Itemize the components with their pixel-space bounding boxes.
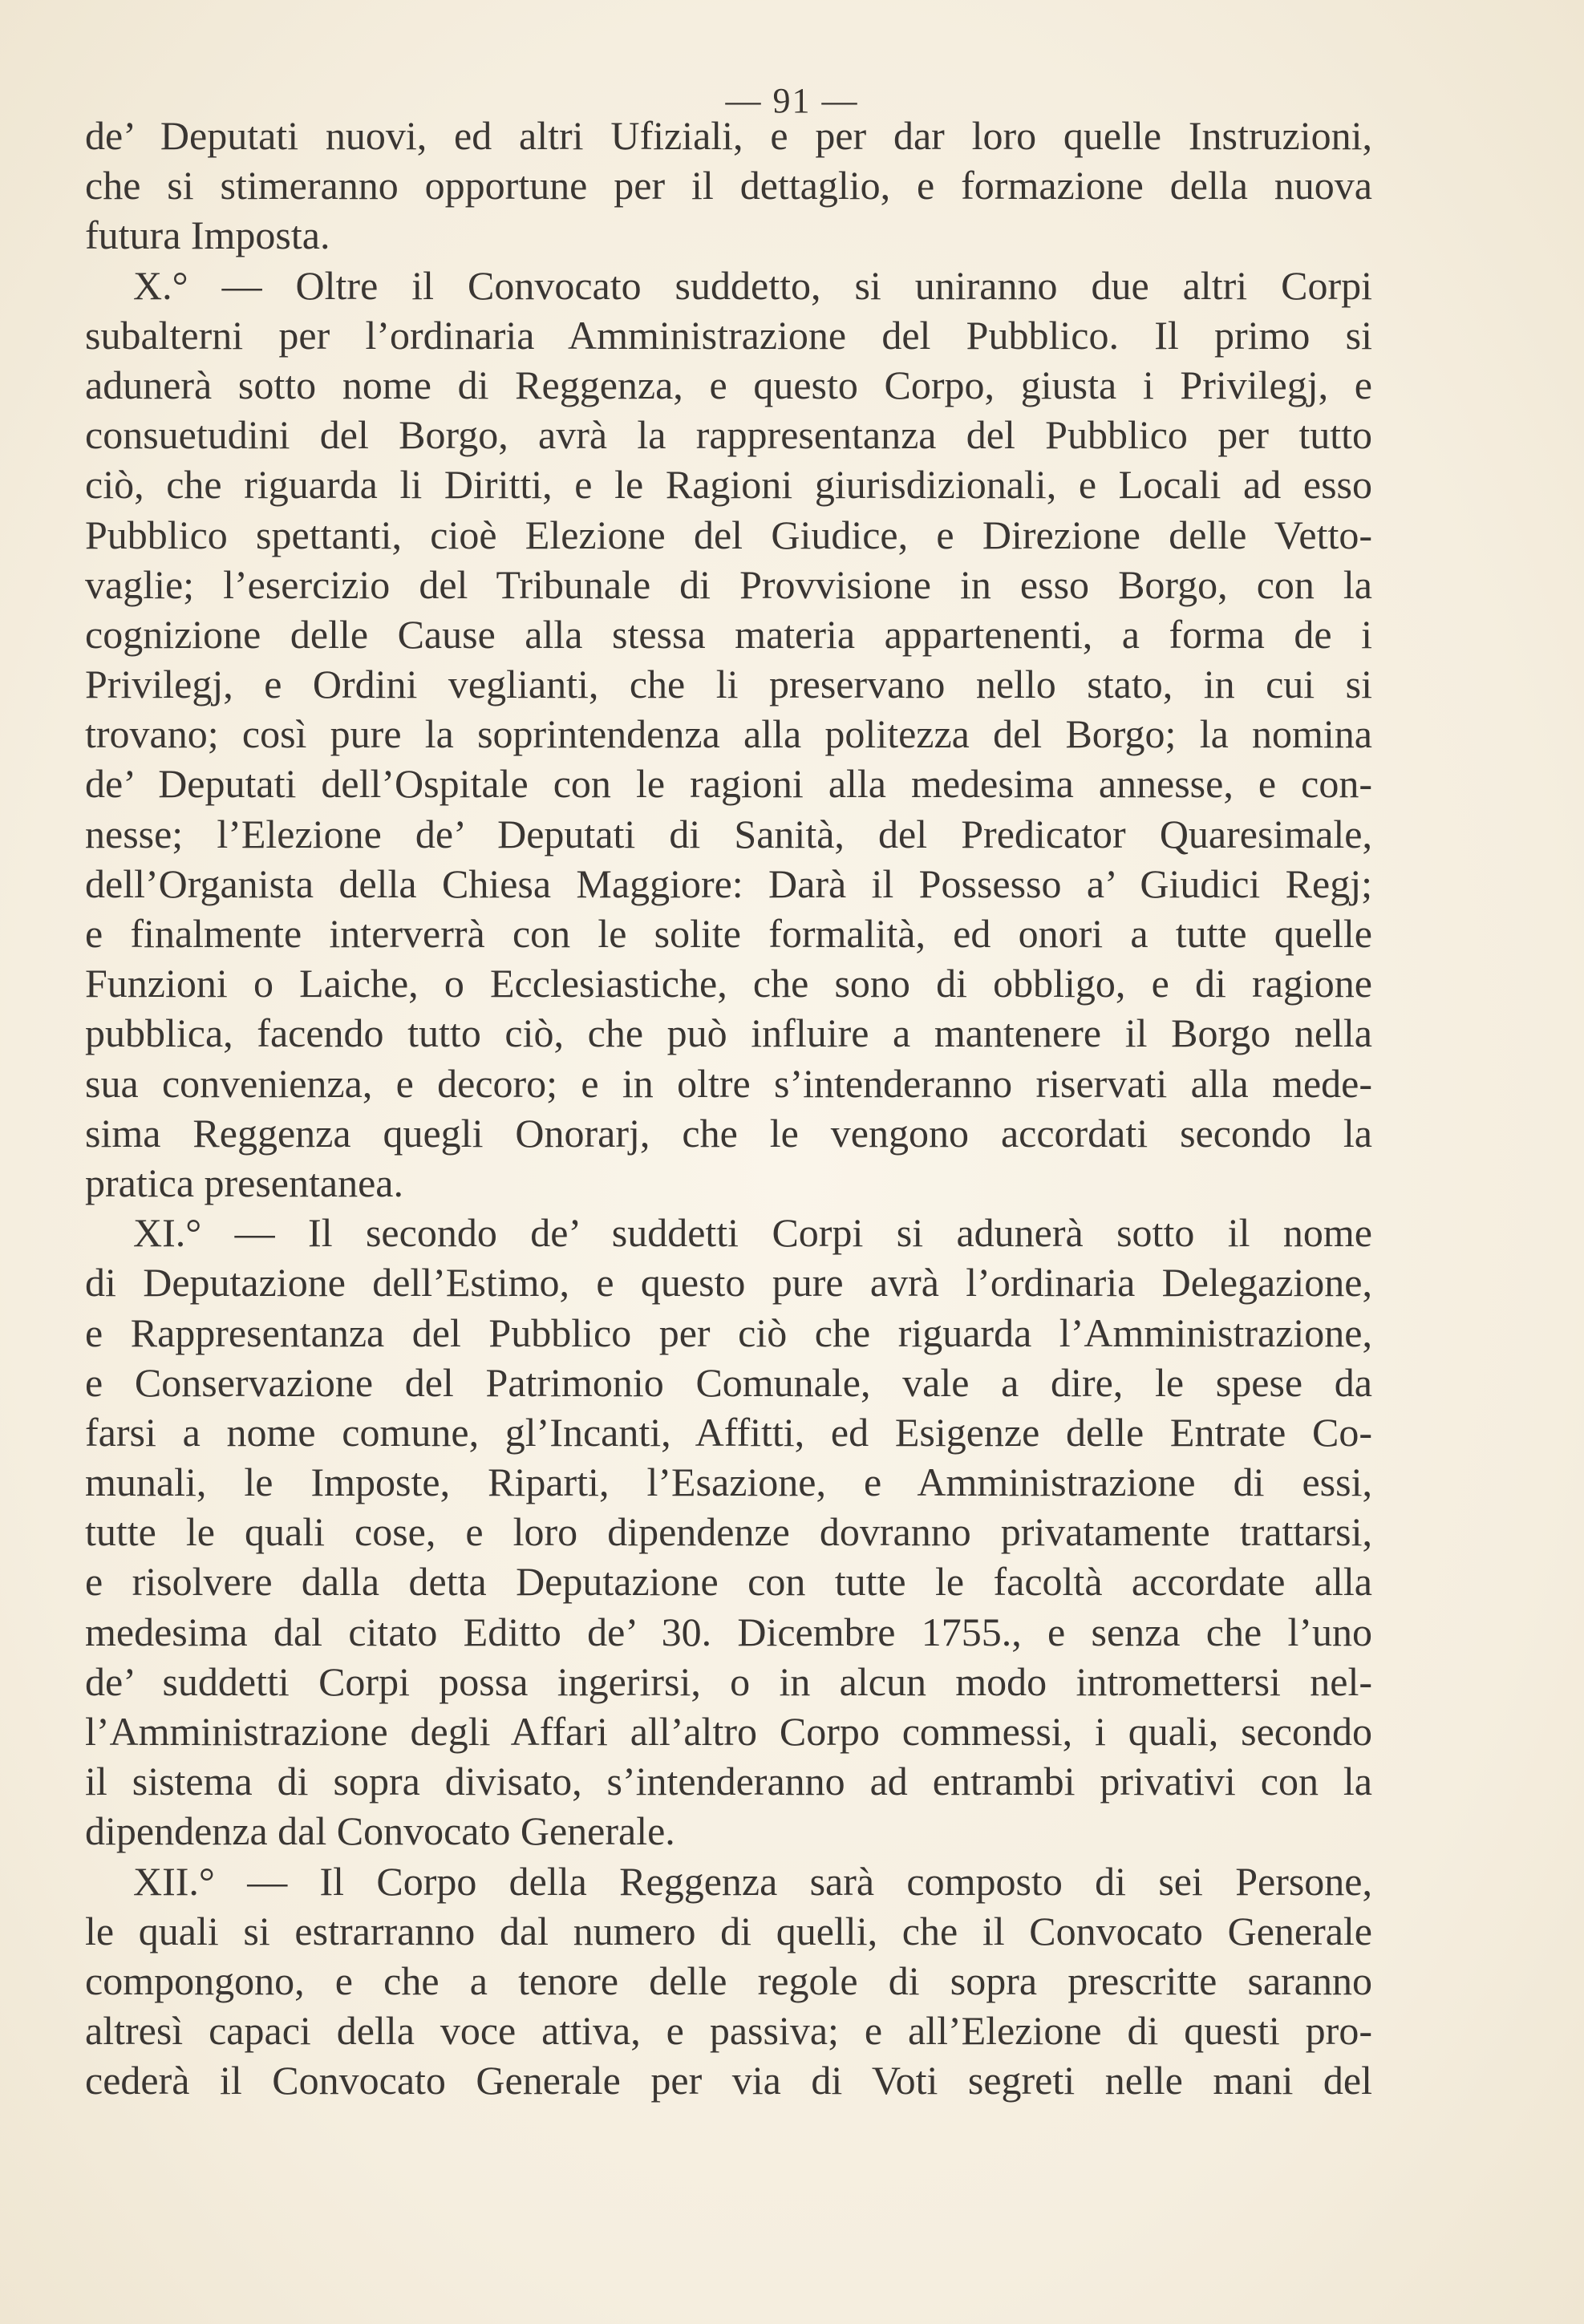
text-line: il sistema di sopra divisato, s’intenderanno ad entrambi privativi con la: [85, 1759, 1372, 1804]
text-line: e Rappresentanza del Pubblico per ciò che riguarda l’Amministrazione,: [85, 1310, 1372, 1355]
text-line: e Conservazione del Patrimonio Comunale, vale a dire, le spese da: [85, 1359, 1372, 1405]
text-line: Funzioni o Laiche, o Ecclesiastiche, che sono di obbligo, e di ragione: [85, 961, 1372, 1006]
text-line: dell’Organista della Chiesa Maggiore: Darà il Possesso a’ Giudici Regj;: [85, 860, 1372, 906]
text-line: le quali si estrarranno dal numero di quelli, che il Convocato Generale: [85, 1908, 1372, 1954]
text-line: pubblica, facendo tutto ciò, che può influire a mantenere il Borgo nella: [85, 1010, 1372, 1056]
text-line: futura Imposta.: [85, 213, 330, 258]
text-line: de’ Deputati nuovi, ed altri Ufiziali, e per dar loro quelle Instruzioni,: [85, 113, 1372, 158]
text-line: compongono, e che a tenore delle regole di sopra prescritte saranno: [85, 1958, 1372, 2003]
text-line: dipendenza dal Convocato Generale.: [85, 1808, 675, 1854]
text-line: farsi a nome comune, gl’Incanti, Affitti, ed Esigenze delle Entrate Co-: [85, 1409, 1372, 1455]
text-line: Privilegj, e Ordini veglianti, che li preservano nello stato, in cui si: [85, 662, 1372, 707]
text-line: de’ suddetti Corpi possa ingerirsi, o in alcun modo intromettersi nel-: [85, 1658, 1372, 1704]
text-line: di Deputazione dell’Estimo, e questo pure avrà l’ordinaria Delegazione,: [85, 1260, 1372, 1306]
text-line: de’ Deputati dell’Ospitale con le ragioni alla medesima annesse, e con-: [85, 761, 1372, 807]
text-line: e finalmente interverrà con le solite formalità, ed onori a tutte quelle: [85, 911, 1372, 956]
body-text: [85, 111, 1372, 2106]
text-line: munali, le Imposte, Riparti, l’Esazione, e Amministrazione di essi,: [85, 1460, 1372, 1505]
text-line: vaglie; l’esercizio del Tribunale di Provvisione in esso Borgo, con la: [85, 561, 1372, 607]
text-line: pratica presentanea.: [85, 1160, 403, 1205]
text-line: X.° — Oltre il Convocato suddetto, si uniranno due altri Corpi: [133, 262, 1372, 308]
text-line: l’Amministrazione degli Affari all’altro Corpo commessi, i quali, secondo: [85, 1709, 1372, 1754]
text-line: sua convenienza, e decoro; e in oltre s’intenderanno riservati alla mede-: [85, 1060, 1372, 1106]
text-line: medesima dal citato Editto de’ 30. Dicembre 1755., e senza che l’uno: [85, 1609, 1372, 1654]
text-line: cederà il Convocato Generale per via di Voti segreti nelle mani del: [85, 2058, 1372, 2103]
text-line: consuetudini del Borgo, avrà la rappresentanza del Pubblico per tutto: [85, 412, 1372, 458]
text-line: e risolvere dalla detta Deputazione con tutte le facoltà accordate alla: [85, 1559, 1372, 1605]
text-line: altresì capaci della voce attiva, e passiva; e all’Elezione di questi pro-: [85, 2008, 1372, 2054]
text-line: adunerà sotto nome di Reggenza, e questo Corpo, giusta i Privilegj, e: [85, 362, 1372, 407]
text-line: XI.° — Il secondo de’ suddetti Corpi si adunerà sotto il nome: [133, 1210, 1372, 1256]
page-number: — 91 —: [725, 81, 859, 120]
text-line: XII.° — Il Corpo della Reggenza sarà composto di sei Persone,: [133, 1858, 1372, 1904]
text-line: tutte le quali cose, e loro dipendenze dovranno privatamente trattarsi,: [85, 1509, 1372, 1555]
text-line: Pubblico spettanti, cioè Elezione del Giudice, e Direzione delle Vetto-: [85, 512, 1372, 557]
text-line: subalterni per l’ordinaria Amministrazione del Pubblico. Il primo si: [85, 312, 1372, 358]
text-line: nesse; l’Elezione de’ Deputati di Sanità, del Predicator Quaresimale,: [85, 811, 1372, 856]
text-line: sima Reggenza quegli Onorarj, che le vengono accordati secondo la: [85, 1110, 1372, 1156]
text-line: trovano; così pure la soprintendenza alla politezza del Borgo; la nomina: [85, 711, 1372, 757]
text-line: ciò, che riguarda li Diritti, e le Ragioni giurisdizionali, e Locali ad esso: [85, 462, 1372, 508]
text-line: cognizione delle Cause alla stessa materia appartenenti, a forma de i: [85, 611, 1372, 657]
text-line: che si stimeranno opportune per il dettaglio, e formazione della nuova: [85, 163, 1372, 209]
